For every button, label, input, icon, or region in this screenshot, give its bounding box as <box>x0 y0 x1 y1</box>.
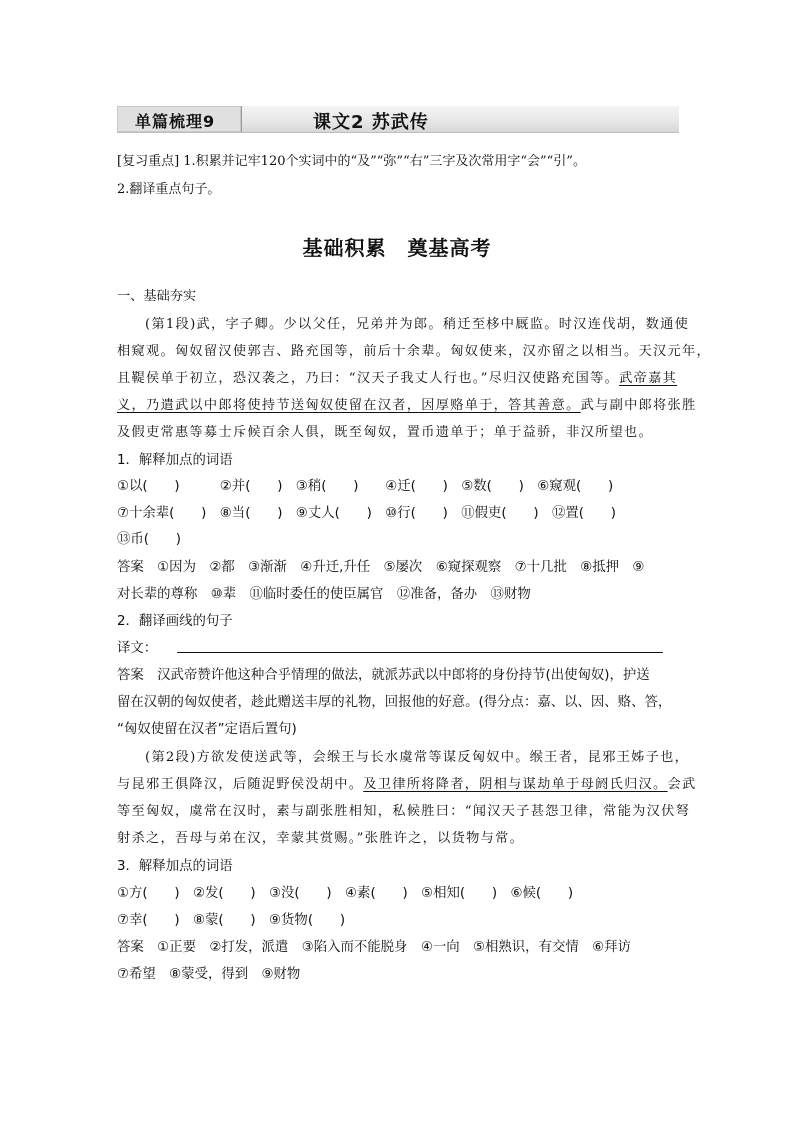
underlined-sentence: 武帝嘉其 <box>619 371 678 386</box>
para2-line-4: 射杀之，吾母与弟在汉，幸蒙其赏赐。”张胜许之，以货物与常。 <box>117 831 525 846</box>
q1-title: 1．解释加点的词语 <box>117 453 233 468</box>
section-tag-label: 单篇梳理9 <box>135 112 216 131</box>
q3-row-2: ⑦幸( ) ⑧蒙( ) ⑨货物( ) <box>117 913 346 928</box>
q3-answer-line-1: 答案 ①正要 ②打发，派遣 ③陷入而不能脱身 ④一向 ⑤相熟识，有交情 ⑥拜访 <box>117 940 631 955</box>
underlined-sentence-2: 及卫律所将降者，阴相与谋劫单于母阏氏归汉。 <box>363 777 668 792</box>
part1-title: 一、基础夯实 <box>117 289 197 304</box>
para1-line-1: (第1段)武，字子卿。少以父任，兄弟并为郎。稍迁至栘中厩监。时汉连伐胡，数通使 <box>145 317 690 332</box>
q1-answer-line-1: 答案 ①因为 ②都 ③渐渐 ④升迁,升任 ⑤屡次 ⑥窥探观察 ⑦十几批 ⑧抵押 ⑨ <box>117 560 645 575</box>
q1-row-2: ⑦十余辈( ) ⑧当( ) ⑨丈人( ) ⑩行( ) ⑪假吏( ) ⑫置( ) <box>117 506 617 521</box>
q1-row-3: ⑬币( ) <box>117 532 182 547</box>
para2-line-1: (第2段)方欲发使送武等，会缑王与长水虞常等谋反匈奴中。缑王者，昆邪王姊子也， <box>145 750 690 765</box>
para2-line-3: 等至匈奴，虞常在汉时，素与副张胜相知，私候胜曰：“闻汉天子甚怨卫律，常能为汉伏弩 <box>117 804 691 819</box>
q2-answer-line-1: 答案 汉武帝赞许他这种合乎情理的做法，就派苏武以中郎将的身份持节(出使匈奴)，护送 <box>117 668 650 683</box>
para1-line-2: 相窥观。匈奴留汉使郭吉、路充国等，前后十余辈。匈奴使来，汉亦留之以相当。天汉元年， <box>117 344 711 359</box>
q2-answer-line-2: 留在汉朝的匈奴使者，趁此赠送丰厚的礼物，回报他的好意。(得分点：嘉、以、因、赂、答， <box>117 695 672 710</box>
para1-line-5: 及假吏常惠等募士斥候百余人俱，既至匈奴，置币遗单于；单于益骄，非汉所望也。 <box>117 425 654 440</box>
q3-answer-line-2: ⑦希望 ⑧蒙受，得到 ⑨财物 <box>117 967 301 982</box>
review-points-line-1: [复习重点] 1.积累并记牢120个实词中的“及”“弥”“右”三字及次常用字“会”“引”。 <box>117 154 586 169</box>
q2-title: 2．翻译画线的句子 <box>117 614 233 629</box>
q3-title: 3．解释加点的词语 <box>117 859 233 874</box>
para1-line-3: 且鞮侯单于初立，恐汉袭之，乃曰：“汉天子我丈人行也。”尽归汉使路充国等。武帝嘉其 <box>117 371 678 386</box>
page-header <box>117 106 679 133</box>
q1-row-1: ①以( ) ②并( ) ③稍( ) ④迁( ) ⑤数( ) ⑥窥观( ) <box>117 479 614 494</box>
underlined-sentence-cont: 义，乃遣武以中郎将使持节送匈奴使留在汉者，因厚赂单于，答其善意。 <box>117 398 581 413</box>
main-heading: 基础积累 奠基高考 <box>302 236 492 260</box>
q3-row-1: ①方( ) ②发( ) ③没( ) ④素( ) ⑤相知( ) ⑥候( ) <box>117 886 574 901</box>
q2-translation-label: 译文： <box>117 641 158 656</box>
para2-line-2: 与昆邪王俱降汉，后随浞野侯没胡中。及卫律所将降者，阴相与谋劫单于母阏氏归汉。会武 <box>117 777 697 792</box>
translation-blank-line[interactable] <box>177 652 663 653</box>
para1-line-4: 义，乃遣武以中郎将使持节送匈奴使留在汉者，因厚赂单于，答其善意。武与副中郎将张胜 <box>117 398 697 413</box>
q1-answer-line-2: 对长辈的尊称 ⑩辈 ⑪临时委任的使臣属官 ⑫准备，备办 ⑬财物 <box>117 587 531 602</box>
section-tag <box>117 106 242 132</box>
q2-answer-line-3: “匈奴使留在汉者”定语后置句) <box>117 722 297 737</box>
review-points-line-2: 2.翻译重点句子。 <box>117 182 221 197</box>
lesson-title: 课文2 苏武传 <box>313 112 429 133</box>
